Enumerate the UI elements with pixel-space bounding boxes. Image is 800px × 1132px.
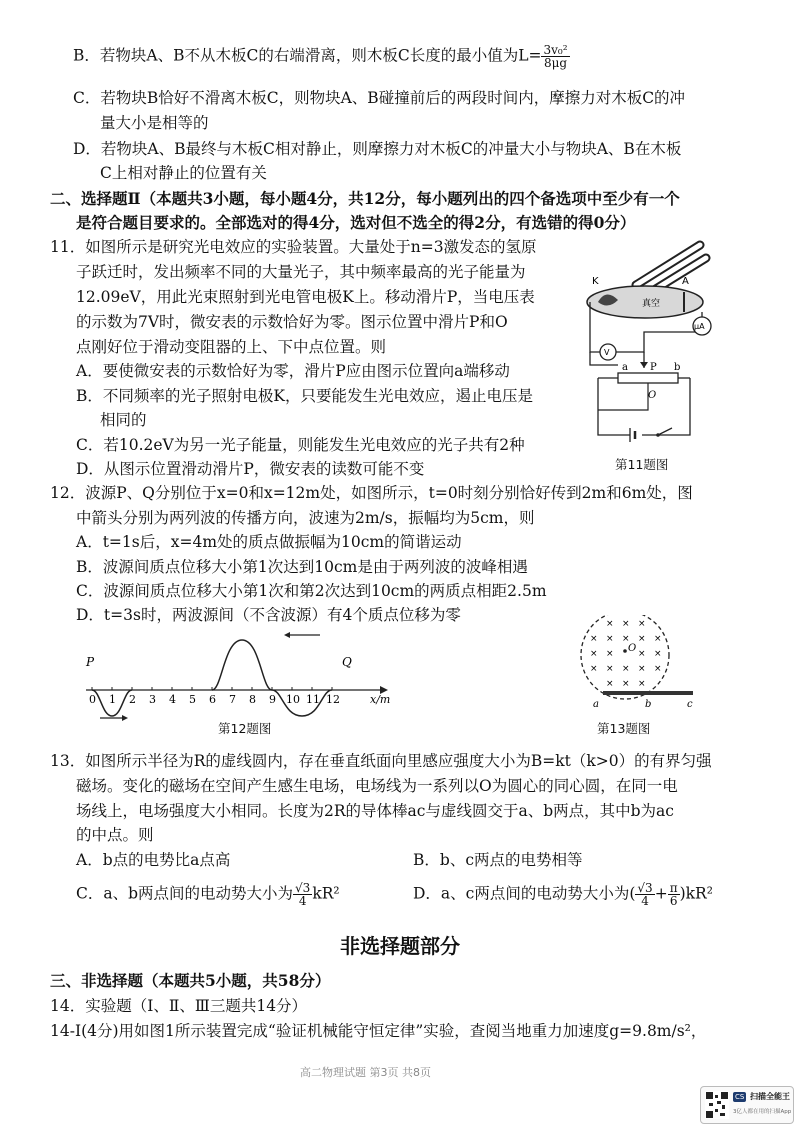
tick-label: 12 [326, 693, 340, 706]
q12-caption: 第12题图 [218, 721, 272, 736]
fraction-denominator: 6 [669, 894, 678, 908]
q12-stem-1: 12．波源P、Q分别位于x=0和x=12m处，如图所示，t=0时刻分别恰好传到2m和6m处，图 [50, 484, 693, 502]
tick-label: 11 [306, 693, 320, 706]
cross-mark: × [606, 679, 614, 689]
center-dot [623, 649, 627, 653]
label-v: V [604, 348, 610, 357]
q11-option-c: C．若10.2eV为另一光子能量，则能发生光电效应的光子共有2种 [76, 436, 525, 454]
fraction-numerator: π [669, 881, 678, 895]
option-b-prev [73, 44, 570, 69]
option-c-prev-line1: C．若物块B恰好不滑离木板C，则物块A、B碰撞前后的两段时间内，摩擦力对木板C的冲 [73, 89, 686, 107]
battery-icon [630, 428, 635, 442]
fraction-denominator: 4 [641, 894, 649, 908]
fraction-denominator: 8μg [543, 56, 568, 70]
section2-line1: 二、选择题Ⅱ（本题共3小题，每小题4分，共12分，每小题列出的四个备选项中至少有一个 [50, 189, 680, 208]
cross-mark: × [622, 679, 630, 689]
cross-mark: × [654, 634, 662, 644]
q13-option-c [76, 882, 340, 907]
tick-label: 4 [169, 693, 176, 706]
section3-header: 三、非选择题（本题共5小题，共58分） [50, 971, 331, 990]
magnetic-field-figure [575, 615, 705, 715]
option-d-prev-line2: C上相对静止的位置有关 [100, 164, 267, 182]
cross-mark: × [590, 649, 598, 659]
badge-title: 扫描全能王 [750, 1092, 790, 1101]
section2-line2: 是符合题目要求的。全部选对的得4分，选对但不选全的得2分，有选错的得0分） [76, 213, 636, 232]
q13-option-a: A．b点的电势比a点高 [76, 851, 231, 869]
label-o: O [648, 390, 657, 401]
badge-subtitle: 3亿人都在用的扫描App [733, 1109, 792, 1115]
tick-label: 2 [129, 693, 136, 706]
label-p: P [650, 362, 657, 373]
cross-mark: × [622, 664, 630, 674]
cross-mark: × [638, 679, 646, 689]
option-text-tail: kR² [312, 884, 340, 903]
cross-mark: × [590, 634, 598, 644]
wave-figure [80, 630, 400, 725]
cross-mark: × [606, 649, 614, 659]
q13-option-d [413, 882, 713, 907]
label-a-anode: A [682, 276, 689, 287]
label-o: O [628, 643, 637, 654]
option-text: B．若物块A、B不从木板C的右端滑离，则木板C长度的最小值为L= [73, 46, 542, 65]
q11-option-b1: B．不同频率的光子照射电极K，只要能发生光电效应，遏止电压是 [76, 387, 533, 405]
q13-caption: 第13题图 [597, 721, 651, 736]
option-text: C．a、b两点间的电动势大小为 [76, 884, 294, 903]
q13-stem-2: 磁场。变化的磁场在空间产生感生电场，电场线为一系列以O为圆心的同心圆，在同一电 [76, 777, 678, 795]
cross-mark: × [654, 649, 662, 659]
q11-option-b2: 相同的 [100, 411, 147, 429]
q12-stem-2: 中箭头分别为两列波的传播方向，波速为2m/s，振幅均为5cm，则 [76, 509, 535, 527]
tick-label: 0 [89, 693, 96, 706]
cross-mark: × [606, 634, 614, 644]
scanner-badge [700, 1086, 794, 1124]
cross-mark: × [638, 664, 646, 674]
fraction [541, 44, 569, 69]
label-b: b [645, 699, 652, 710]
tick-label: 7 [229, 693, 236, 706]
tick-label: 3 [149, 693, 156, 706]
label-source-p: P [86, 655, 95, 669]
conductor-rod [603, 691, 693, 695]
fraction-numerator: 3v₀² [543, 43, 568, 57]
fraction [668, 882, 680, 907]
option-text: D．a、c两点间的电动势大小为( [413, 884, 636, 903]
cross-mark: × [638, 619, 646, 629]
rheostat-icon [618, 373, 678, 383]
tick-label: 10 [286, 693, 300, 706]
option-c-prev-line2: 量大小是相等的 [100, 114, 209, 132]
label-b: b [674, 362, 681, 373]
label-a: a [593, 699, 599, 710]
option-text-tail: )kR² [679, 884, 713, 903]
q14-line2: 14-Ⅰ(4分)用如图1所示装置完成“验证机械能守恒定律”实验，查阅当地重力加速度g=9.8m/s²， [50, 1022, 707, 1040]
label-a: a [622, 362, 628, 373]
q13-stem-3: 场线上，电场强度大小相同。长度为2R的导体棒ac与虚线圆交于a、b两点，其中b为ac [76, 802, 674, 820]
label-k: K [592, 276, 599, 287]
cross-mark: × [654, 664, 662, 674]
q11-option-a: A．要使微安表的示数恰好为零，滑片P应由图示位置向a端移动 [76, 362, 510, 380]
page-footer: 高二物理试题 第3页 共8页 [300, 1066, 431, 1079]
q11-stem-1: 11．如图所示是研究光电效应的实验装置。大量处于n=3激发态的氢原 [50, 238, 537, 256]
q11-stem-2: 子跃迁时，发出频率不同的大量光子，其中频率最高的光子能量为 [76, 263, 526, 281]
cross-mark: × [638, 634, 646, 644]
q11-stem-3: 12.09eV，用此光束照射到光电管电极K上。移动滑片P，当电压表 [76, 288, 535, 306]
cross-mark: × [606, 619, 614, 629]
cs-logo-icon: CS [735, 1093, 745, 1101]
q13-stem-4: 的中点。则 [76, 826, 154, 844]
q11-stem-4: 的示数为7V时，微安表的示数恰好为零。图示位置中滑片P和O [76, 313, 508, 331]
tick-label: 9 [269, 693, 276, 706]
arrow-left-icon [284, 632, 320, 638]
photoelectric-circuit-figure [578, 240, 728, 455]
q13-option-b: B．b、c两点的电势相等 [413, 851, 583, 869]
label-vacuum: 真空 [642, 299, 661, 309]
fraction [635, 882, 654, 907]
qr-code-icon [705, 1091, 729, 1119]
tick-label: 8 [249, 693, 256, 706]
q11-option-d: D．从图示位置滑动滑片P，微安表的读数可能不变 [76, 460, 425, 478]
slider-arrow-icon [640, 362, 648, 368]
label-c: c [687, 699, 693, 710]
part2-title: 非选择题部分 [340, 934, 460, 958]
cross-mark: × [590, 664, 598, 674]
q12-option-a: A．t=1s后，x=4m处的质点做振幅为10cm的简谐运动 [76, 533, 462, 551]
fraction [293, 882, 312, 907]
q13-stem-1: 13．如图所示半径为R的虚线圆内，存在垂直纸面向里感应强度大小为B=kt（k>0）的有界匀强 [50, 752, 712, 770]
tick-label: 1 [109, 693, 116, 706]
q11-caption: 第11题图 [615, 457, 669, 472]
tick-label: 5 [189, 693, 196, 706]
q12-option-c: C．波源间质点位移大小第1次和第2次达到10cm的两质点相距2.5m [76, 582, 547, 600]
cross-mark: × [606, 664, 614, 674]
q12-option-b: B．波源间质点位移大小第1次达到10cm是由于两列波的波峰相遇 [76, 558, 528, 576]
axis-label: x/m [370, 693, 391, 706]
field-crosses [590, 619, 662, 689]
option-d-prev-line1: D．若物块A、B最终与木板C相对静止，则摩擦力对木板C的冲量大小与物块A、B在木板 [73, 140, 682, 158]
label-source-q: Q [342, 655, 352, 669]
tick-label: 6 [209, 693, 216, 706]
fraction-numerator: √3 [295, 881, 311, 895]
circuit-wires [590, 302, 702, 435]
q12-option-d: D．t=3s时，两波源间（不含波源）有4个质点位移为零 [76, 606, 461, 624]
cross-mark: × [622, 619, 630, 629]
q11-stem-5: 点刚好位于滑动变阻器的上、下中点位置。则 [76, 338, 387, 356]
fraction-denominator: 4 [298, 894, 307, 908]
label-ua: μA [694, 322, 705, 331]
q14-line1: 14．实验题（Ⅰ、Ⅱ、Ⅲ三题共14分） [50, 997, 308, 1015]
cross-mark: × [622, 634, 630, 644]
cross-mark: × [638, 649, 646, 659]
plus-sign: + [654, 884, 668, 903]
fraction-numerator: √3 [637, 881, 653, 895]
